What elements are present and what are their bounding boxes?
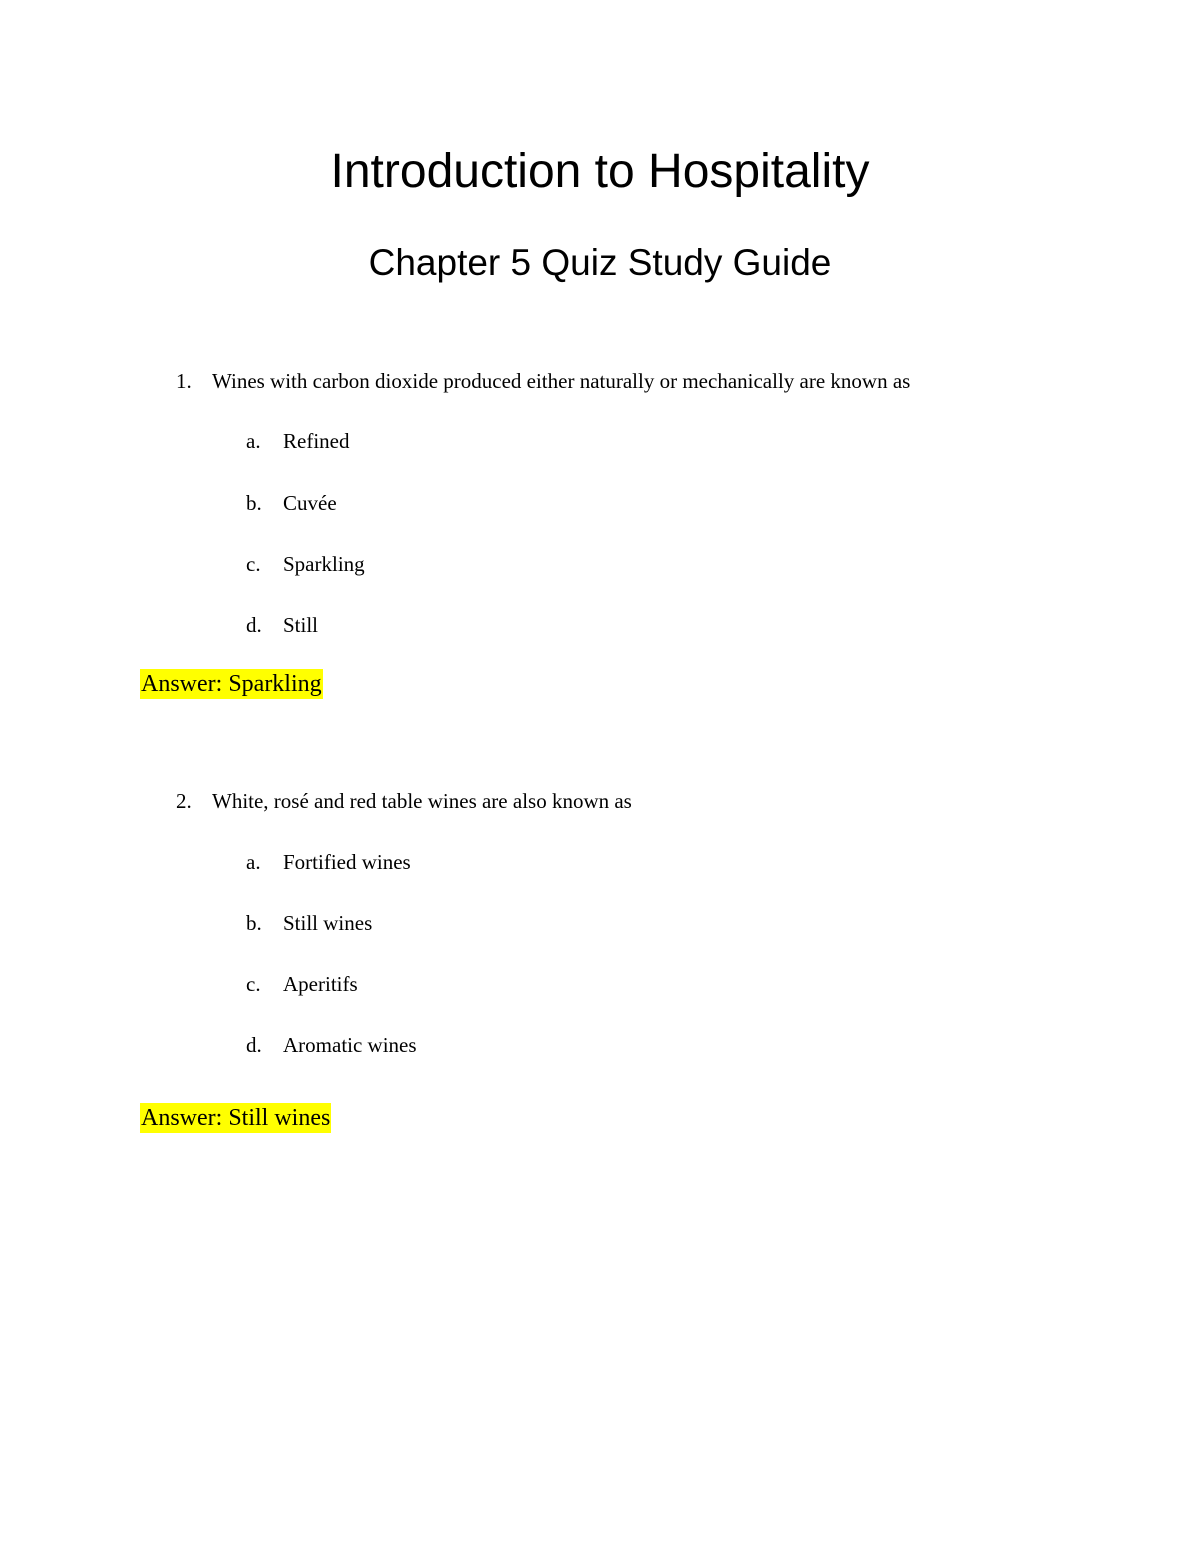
question-number: 1.: [176, 369, 192, 393]
document-title: Introduction to Hospitality: [330, 145, 870, 198]
option-letter: a.: [246, 850, 261, 874]
option-letter: c.: [246, 972, 261, 996]
answer-highlight: Answer: Still wines: [141, 1105, 331, 1131]
option-letter: d.: [246, 613, 262, 637]
option-text: Refined: [283, 429, 350, 453]
option-letter: d.: [246, 1033, 262, 1057]
question-number: 2.: [176, 789, 192, 813]
question-text: White, rosé and red table wines are also known as: [212, 789, 632, 813]
option-letter: b.: [246, 491, 262, 515]
option-letter: b.: [246, 911, 262, 935]
option-text: Cuvée: [283, 491, 337, 515]
option-text: Aromatic wines: [283, 1033, 417, 1057]
option-letter: a.: [246, 429, 261, 453]
option-text: Fortified wines: [283, 850, 411, 874]
option-letter: c.: [246, 552, 261, 576]
option-text: Still wines: [283, 911, 373, 935]
answer-highlight: Answer: Sparkling: [141, 671, 322, 697]
question-text: Wines with carbon dioxide produced either naturally or mechanically are known as: [212, 369, 911, 393]
option-text: Still: [283, 613, 319, 637]
document-subtitle: Chapter 5 Quiz Study Guide: [368, 242, 832, 283]
option-text: Aperitifs: [283, 972, 358, 996]
option-text: Sparkling: [283, 552, 365, 576]
